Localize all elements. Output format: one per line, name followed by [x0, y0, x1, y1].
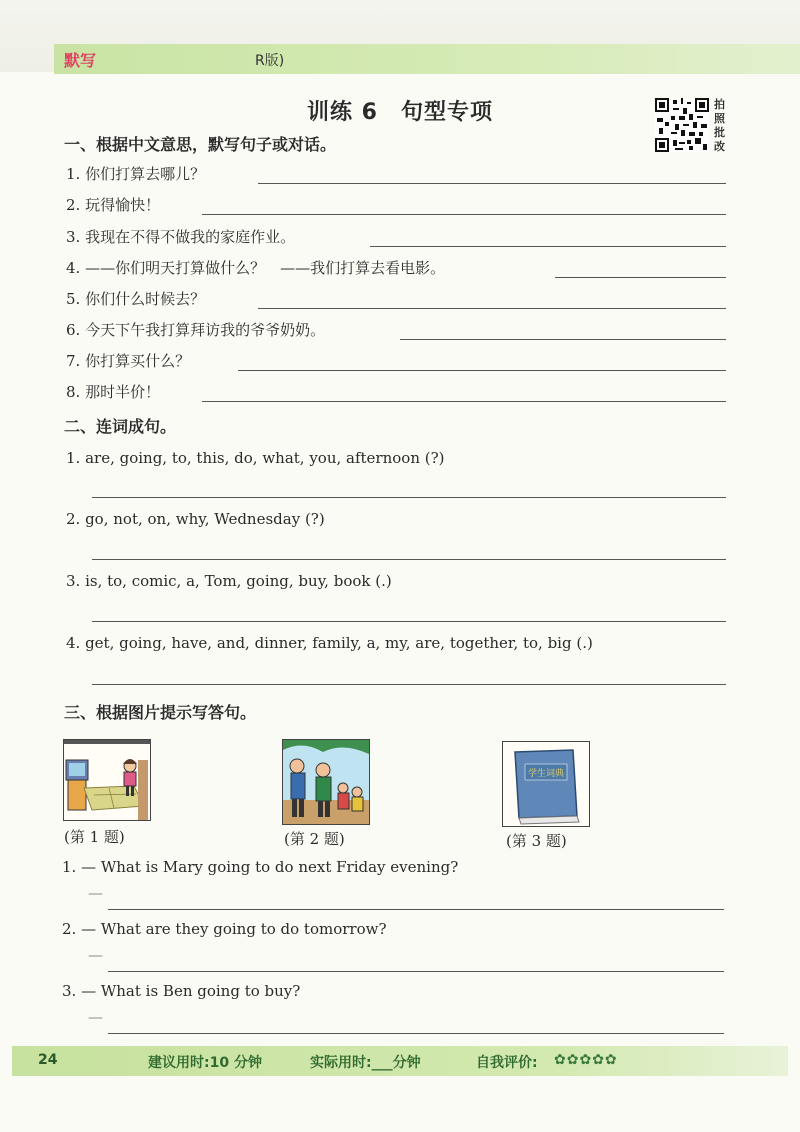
answer-line[interactable]: [202, 214, 726, 215]
section2-item: 1. are, going, to, this, do, what, you, afternoon (?): [66, 449, 445, 467]
section2-item: 3. is, to, comic, a, Tom, going, buy, book (.): [66, 572, 392, 590]
picture-caption-3: (第 3 题): [506, 832, 567, 850]
answer-line[interactable]: [92, 684, 726, 685]
actual-time: 实际用时:___分钟: [310, 1055, 421, 1071]
page-title: 训练 6 句型专项: [307, 100, 493, 125]
footer-bar: [12, 1046, 788, 1076]
picture-2-family-outing: [282, 739, 370, 825]
section3-question: 3. — What is Ben going to buy?: [62, 982, 301, 1000]
section1-item: 4. ——你们明天打算做什么？ ——我们打算去看电影。: [66, 259, 446, 277]
answer-line[interactable]: [370, 246, 726, 247]
header-bar: [54, 44, 800, 74]
answer-line[interactable]: [555, 277, 726, 278]
answer-line[interactable]: [400, 339, 726, 340]
section2-heading: 二、连词成句。: [64, 417, 177, 436]
answer-dash: —: [88, 884, 103, 902]
rating-stars[interactable]: ✿✿✿✿✿: [554, 1052, 618, 1068]
brand-logo-text: 默写: [64, 51, 97, 70]
section1-item: 7. 你打算买什么？: [66, 352, 191, 370]
suggested-time: 建议用时:10 分钟: [148, 1055, 262, 1071]
answer-line[interactable]: [202, 401, 726, 402]
section1-item: 6. 今天下午我打算拜访我的爷爷奶奶。: [66, 321, 326, 339]
qr-code-icon[interactable]: [655, 98, 709, 152]
self-eval-label: 自我评价:: [476, 1055, 538, 1071]
section3-heading: 三、根据图片提示写答句。: [64, 703, 257, 722]
qr-label-char: 拍: [714, 98, 725, 111]
answer-dash: —: [88, 946, 103, 964]
section1-item: 8. 那时半价！: [66, 383, 161, 401]
qr-label: [714, 98, 730, 154]
qr-label-char: 照: [714, 112, 725, 125]
answer-line[interactable]: [258, 308, 726, 309]
picture-1-tv-room: [63, 739, 151, 821]
section1-item: 3. 我现在不得不做我的家庭作业。: [66, 228, 296, 246]
answer-line[interactable]: [92, 621, 726, 622]
section1-item: 2. 玩得愉快！: [66, 196, 161, 214]
edition-label: R版): [255, 53, 285, 69]
picture-3-dictionary: [502, 741, 590, 827]
answer-line[interactable]: [238, 370, 726, 371]
section1-item: 1. 你们打算去哪儿？: [66, 165, 206, 183]
section2-item: 2. go, not, on, why, Wednesday (?): [66, 510, 325, 528]
answer-line[interactable]: [108, 1033, 724, 1034]
answer-line[interactable]: [108, 971, 724, 972]
section3-question: 1. — What is Mary going to do next Friday evening?: [62, 858, 459, 876]
section1-heading: 一、根据中文意思，默写句子或对话。: [64, 135, 337, 154]
answer-line[interactable]: [258, 183, 726, 184]
picture-caption-2: (第 2 题): [284, 830, 345, 848]
qr-label-char: 批: [714, 126, 725, 139]
dictionary-title: 学生词典: [527, 769, 565, 779]
page-number: 24: [38, 1052, 58, 1068]
answer-line[interactable]: [92, 497, 726, 498]
answer-line[interactable]: [92, 559, 726, 560]
section3-question: 2. — What are they going to do tomorrow?: [62, 920, 387, 938]
section2-item: 4. get, going, have, and, dinner, family, a, my, are, together, to, big (.): [66, 634, 593, 652]
answer-dash: —: [88, 1008, 103, 1026]
section1-item: 5. 你们什么时候去？: [66, 290, 206, 308]
qr-label-char: 改: [714, 140, 725, 153]
answer-line[interactable]: [108, 909, 724, 910]
picture-caption-1: (第 1 题): [64, 828, 125, 846]
